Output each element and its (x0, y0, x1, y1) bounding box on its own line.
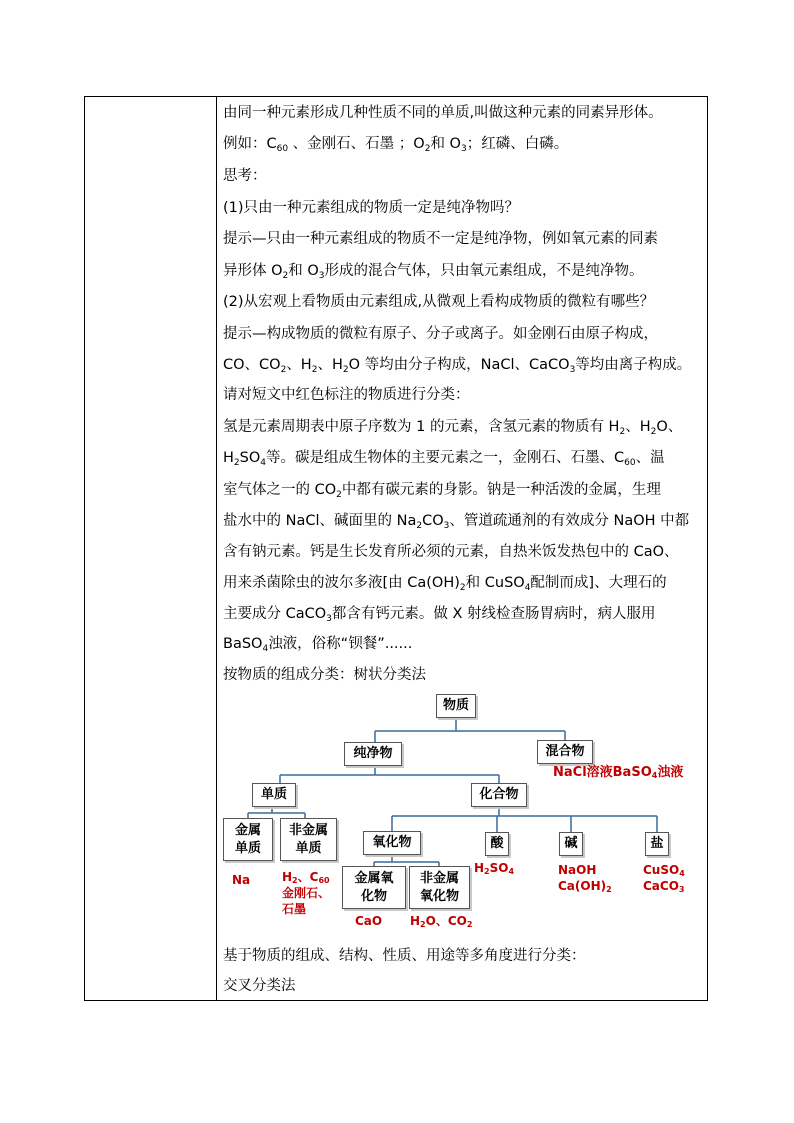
passage-line-7: 主要成分 CaCO$_3$都含有钙元素。做 X 射线检查肠胃病时，病人服用 (223, 606, 656, 624)
question-1: (1)只由一种元素组成的物质一定是纯净物吗？ (223, 200, 520, 216)
passage-line-6: 用来杀菌除虫的波尔多液[由 $Ca(OH)_2$和 CuSO$_4$配制而成]、大理石的 (223, 575, 667, 593)
example-base: NaOH $Ca(OH)_2$ (558, 863, 612, 894)
connector-pure (280, 765, 499, 783)
node-element: 单质 (252, 783, 296, 807)
example-salt: CuSO$_4$ CaCO$_3$ (643, 863, 685, 894)
example-line: 例如：$C_{60}$ 、金刚石、石墨 ；$O_2$和 $O_3$；红磷、白磷。 (223, 136, 569, 154)
node-base: 碱 (559, 832, 583, 856)
node-matter: 物质 (436, 694, 476, 718)
example-mixture: NaCl溶液BaSO$_4$浊液 (553, 765, 684, 780)
example-metal-element: Na (232, 873, 251, 887)
passage-line-2: $H_2SO_4$等。碳是组成生物体的主要元素之一，金刚石、石墨、$C_{60}$、温 (223, 450, 665, 468)
answer-1-line-1: 提示—只由一种元素组成的物质不一定是纯净物，例如氧元素的同素 (223, 231, 658, 247)
connector-compound (392, 807, 657, 832)
footer-line-2: 交叉分类法 (223, 978, 296, 994)
think-heading: 思考： (223, 168, 267, 184)
node-acid: 酸 (485, 832, 509, 856)
example-nonmetal-element: $H_2$、$C_{60}$ 金刚石、 石墨 (282, 870, 331, 916)
passage-line-8: BaSO$_4$浊液，俗称“钡餐”...... (223, 636, 413, 654)
node-metal-oxide: 金属氧 化物 (342, 866, 406, 909)
node-salt: 盐 (645, 832, 669, 856)
tree-heading: 按物质的组成分类：树状分类法 (223, 667, 426, 683)
node-compound: 化合物 (471, 783, 527, 807)
passage-line-1: 氢是元素周期表中原子序数为 1 的元素，含氢元素的物质有 $H_2$、$H_2O$、 (223, 419, 683, 437)
node-nonmetal-element: 非金属 单质 (280, 818, 337, 861)
node-pure-substance: 纯净物 (344, 742, 402, 766)
example-nonmetal-oxide: $H_2O$、$CO_2$ (410, 914, 473, 929)
question-2: (2)从宏观上看物质由元素组成,从微观上看构成物质的微粒有哪些？ (223, 294, 655, 310)
answer-1-line-2: 异形体 $O_2$和 $O_3$形成的混合气体，只由氧元素组成，不是纯净物。 (223, 263, 644, 281)
node-nonmetal-oxide: 非金属 氧化物 (409, 866, 470, 909)
example-acid: $H_2SO_4$ (474, 861, 515, 876)
footer-line-1: 基于物质的组成、结构、性质、用途等多角度进行分类： (223, 948, 586, 964)
node-oxide: 氧化物 (363, 831, 421, 855)
passage-line-4: 盐水中的 NaCl、碱面里的 $Na_2CO_3$、管道疏通剂的有效成分 NaOH 中都 (223, 513, 690, 531)
passage-line-5: 含有钠元素。钙是生长发育所必须的元素，自热米饭发热包中的 CaO、 (223, 544, 679, 560)
passage-line-3: 室气体之一的 $CO_2$中都有碳元素的身影。钠是一种活泼的金属，生理 (223, 482, 661, 500)
node-metal-element: 金属 单质 (223, 818, 273, 861)
example-metal-oxide: CaO (355, 914, 383, 928)
definition-line: 由同一种元素形成几种性质不同的单质,叫做这种元素的同素异形体。 (223, 105, 663, 121)
answer-2-line-2: CO、$CO_2$、$H_2$、$H_2O$ 等均由分子构成，NaCl、CaCO$_3$等均由离子构成。 (223, 357, 692, 375)
answer-2-line-1: 提示—构成物质的微粒有原子、分子或离子。如金刚石由原子构成， (223, 326, 658, 342)
node-mixture: 混合物 (537, 740, 593, 764)
instruction-line: 请对短文中红色标注的物质进行分类： (223, 387, 470, 403)
